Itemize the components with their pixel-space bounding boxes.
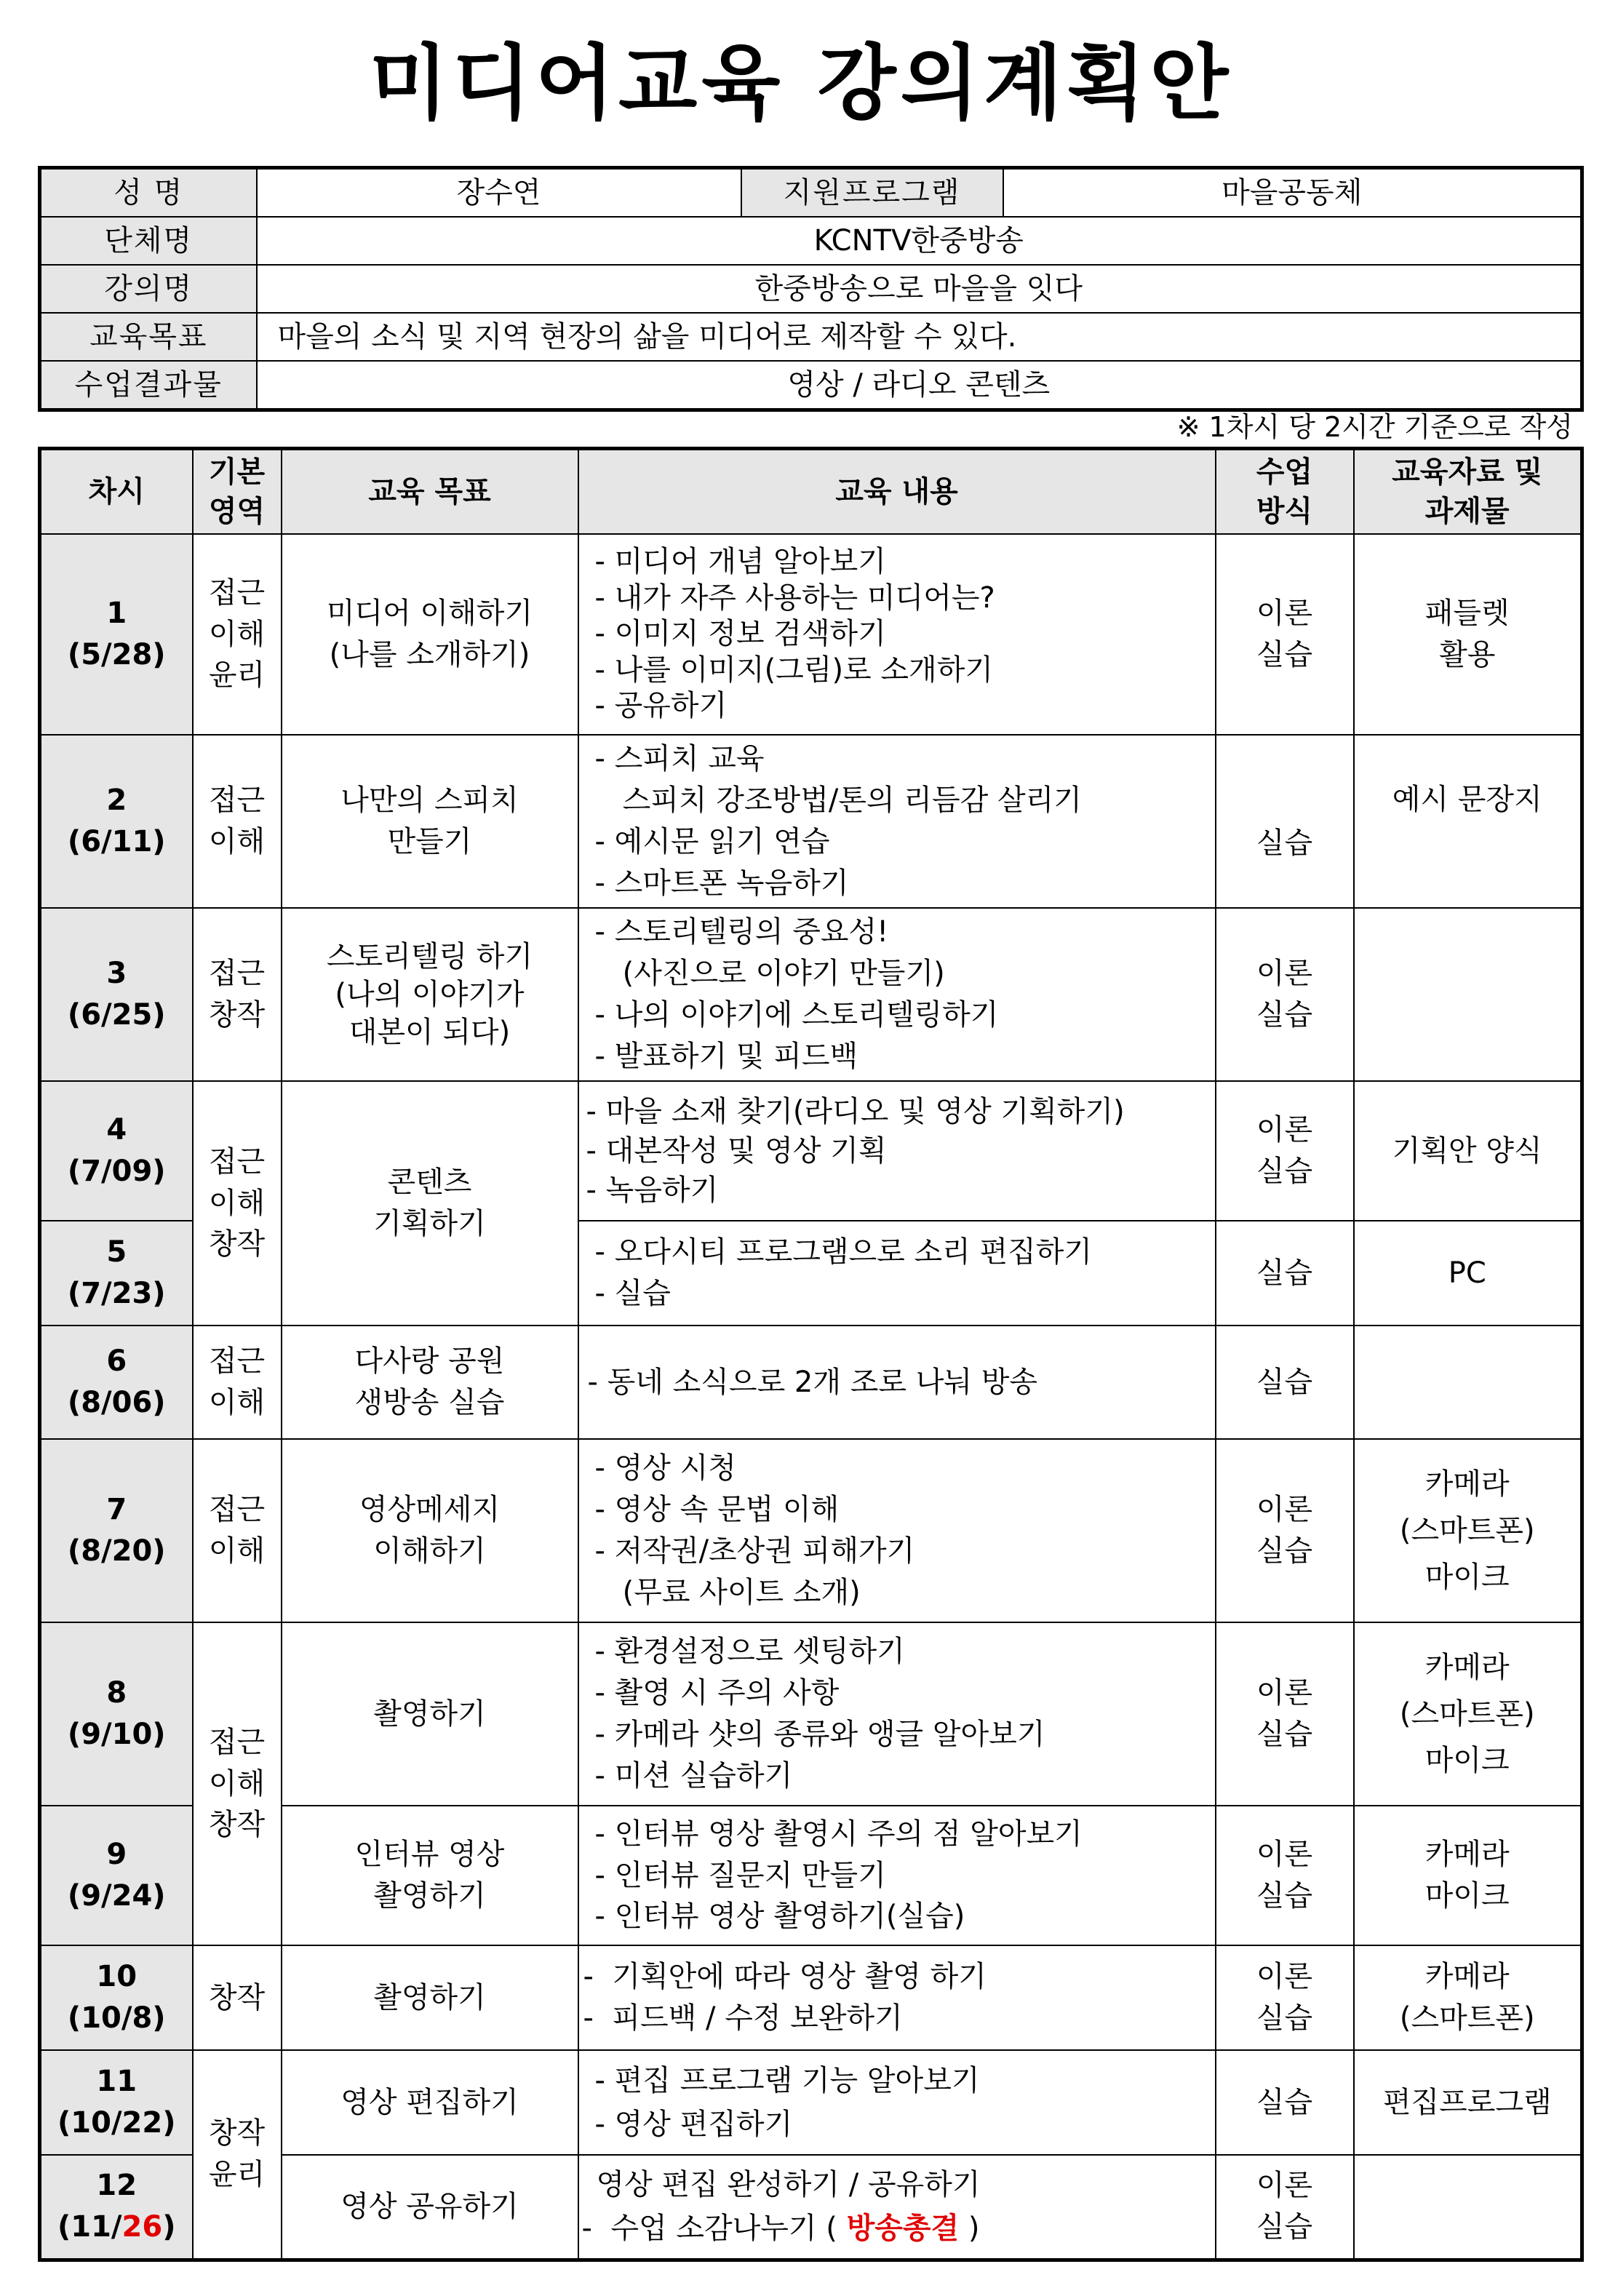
method-cell: 이론 실습: [1216, 1439, 1354, 1622]
info-row-lecture: [40, 265, 1582, 313]
org-label: 단체명: [40, 217, 257, 265]
objective-cell: 촬영하기: [282, 1622, 578, 1806]
content-cell: - 동네 소식으로 2개 조로 나눠 방송: [578, 1326, 1216, 1439]
materials-cell: [1354, 2155, 1582, 2260]
info-row-result: [40, 361, 1582, 410]
area-cell: 접근 이해: [193, 735, 282, 908]
table-row: [40, 1081, 1582, 1221]
table-row: [40, 908, 1582, 1081]
content-cell: - 편집 프로그램 기능 알아보기 - 영상 편집하기: [578, 2050, 1216, 2155]
method-cell: 이론 실습: [1216, 1081, 1354, 1221]
materials-cell: 카메라 마이크: [1354, 1806, 1582, 1945]
objective-cell: 영상메세지 이해하기: [282, 1439, 578, 1622]
schedule-header-row: [40, 449, 1582, 535]
program-value: 마을공동체: [1003, 168, 1582, 218]
content-cell: - 마을 소재 찾기(라디오 및 영상 기획하기) - 대본작성 및 영상 기획 - 녹음하기: [578, 1081, 1216, 1221]
content-cell: - 환경설정으로 셋팅하기 - 촬영 시 주의 사항 - 카메라 샷의 종류와 앵글 알아보기 - 미션 실습하기: [578, 1622, 1216, 1806]
header-materials: 교육자료 및 과제물: [1354, 449, 1582, 535]
table-row: [40, 735, 1582, 908]
content-cell: - 스토리텔링의 중요성! (사진으로 이야기 만들기) - 나의 이야기에 스토리텔링하기 - 발표하기 및 피드백: [578, 908, 1216, 1081]
area-cell: 접근 이해: [193, 1326, 282, 1439]
objective-cell: 스토리텔링 하기 (나의 이야기가 대본이 되다): [282, 908, 578, 1081]
table-row: [40, 2050, 1582, 2155]
method-cell: 이론 실습: [1216, 1945, 1354, 2050]
table-row: [40, 1439, 1582, 1622]
method-cell: 실습: [1216, 1221, 1354, 1326]
materials-cell: 카메라 (스마트폰) 마이크: [1354, 1439, 1582, 1622]
goal-label: 교육목표: [40, 313, 257, 361]
method-cell: 실습: [1216, 735, 1354, 908]
area-cell: 창작 윤리: [193, 2050, 282, 2260]
area-cell: 접근 이해 창작: [193, 1081, 282, 1326]
objective-cell: 미디어 이해하기 (나를 소개하기): [282, 534, 578, 735]
session-cell: 4 (7/09): [40, 1081, 193, 1221]
area-cell: 접근 이해 창작: [193, 1622, 282, 1945]
session-cell: 5 (7/23): [40, 1221, 193, 1326]
materials-cell: 기획안 양식: [1354, 1081, 1582, 1221]
content-cell: - 오다시티 프로그램으로 소리 편집하기 - 실습: [578, 1221, 1216, 1326]
materials-cell: 카메라 (스마트폰): [1354, 1945, 1582, 2050]
header-method: 수업 방식: [1216, 449, 1354, 535]
materials-cell: 패들렛 활용: [1354, 534, 1582, 735]
materials-cell: [1354, 1326, 1582, 1439]
header-content: 교육 내용: [578, 449, 1216, 535]
session-cell: 11 (10/22): [40, 2050, 193, 2155]
content-cell: - 영상 시청 - 영상 속 문법 이해 - 저작권/초상권 피해가기 (무료 사이트 소개): [578, 1439, 1216, 1622]
content-cell: - 인터뷰 영상 촬영시 주의 점 알아보기 - 인터뷰 질문지 만들기 - 인터뷰 영상 촬영하기(실습): [578, 1806, 1216, 1945]
materials-cell: [1354, 908, 1582, 1081]
org-value: KCNTV한중방송: [257, 217, 1582, 265]
highlighted-text: 방송총결: [846, 2212, 960, 2246]
header-session: 차시: [40, 449, 193, 535]
materials-cell: 편집프로그램: [1354, 2050, 1582, 2155]
session-cell: 9 (9/24): [40, 1806, 193, 1945]
content-cell: - 미디어 개념 알아보기 - 내가 자주 사용하는 미디어는? - 이미지 정보 검색하기 - 나를 이미지(그림)로 소개하기 - 공유하기: [578, 534, 1216, 735]
materials-cell: 카메라 (스마트폰) 마이크: [1354, 1622, 1582, 1806]
materials-cell: PC: [1354, 1221, 1582, 1326]
session-cell: 3 (6/25): [40, 908, 193, 1081]
goal-value: 마을의 소식 및 지역 현장의 삶을 미디어로 제작할 수 있다.: [257, 313, 1582, 361]
objective-cell: 촬영하기: [282, 1945, 578, 2050]
area-cell: 접근 창작: [193, 908, 282, 1081]
method-cell: 이론 실습: [1216, 908, 1354, 1081]
method-cell: 이론 실습: [1216, 2155, 1354, 2260]
area-cell: 창작: [193, 1945, 282, 2050]
objective-cell: 영상 공유하기: [282, 2155, 578, 2260]
program-label: 지원프로그램: [741, 168, 1003, 218]
session-cell: 6 (8/06): [40, 1326, 193, 1439]
info-row-goal: [40, 313, 1582, 361]
result-value: 영상 / 라디오 콘텐츠: [257, 361, 1582, 410]
area-cell: 접근 이해 윤리: [193, 534, 282, 735]
result-label: 수업결과물: [40, 361, 257, 410]
name-label: 성 명: [40, 168, 257, 218]
table-row: [40, 1945, 1582, 2050]
area-cell: 접근 이해: [193, 1439, 282, 1622]
lecture-label: 강의명: [40, 265, 257, 313]
session-cell: 10 (10/8): [40, 1945, 193, 2050]
table-row: [40, 1622, 1582, 1806]
materials-cell: 예시 문장지: [1354, 735, 1582, 908]
header-area: 기본 영역: [193, 449, 282, 535]
objective-cell: 나만의 스피치 만들기: [282, 735, 578, 908]
header-objective: 교육 목표: [282, 449, 578, 535]
page-title: 미디어교육 강의계획안: [369, 36, 1233, 131]
session-cell: 7 (8/20): [40, 1439, 193, 1622]
session-cell: 8 (9/10): [40, 1622, 193, 1806]
info-row-name: [40, 168, 1582, 218]
info-table: [38, 166, 1584, 412]
session-cell: 1 (5/28): [40, 534, 193, 735]
objective-cell: 인터뷰 영상 촬영하기: [282, 1806, 578, 1945]
schedule-table: [38, 447, 1584, 2262]
method-cell: 실습: [1216, 2050, 1354, 2155]
info-row-org: [40, 217, 1582, 265]
objective-cell: 콘텐츠 기획하기: [282, 1081, 578, 1326]
method-cell: 이론 실습: [1216, 1622, 1354, 1806]
lecture-value: 한중방송으로 마을을 잇다: [257, 265, 1582, 313]
session-cell: 2 (6/11): [40, 735, 193, 908]
method-cell: 이론 실습: [1216, 534, 1354, 735]
table-row: [40, 534, 1582, 735]
objective-cell: 영상 편집하기: [282, 2050, 578, 2155]
note-text: ※ 1차시 당 2시간 기준으로 작성: [1176, 411, 1573, 443]
name-value: 장수연: [257, 168, 741, 218]
highlighted-date: 26: [121, 2210, 163, 2244]
session-cell: 12 (11/26): [40, 2155, 193, 2260]
table-row: [40, 1326, 1582, 1439]
content-cell: - 기획안에 따라 영상 촬영 하기 - 피드백 / 수정 보완하기: [578, 1945, 1216, 2050]
method-cell: 이론 실습: [1216, 1806, 1354, 1945]
method-cell: 실습: [1216, 1326, 1354, 1439]
objective-cell: 다사랑 공원 생방송 실습: [282, 1326, 578, 1439]
content-cell: - 스피치 교육 스피치 강조방법/톤의 리듬감 살리기 - 예시문 읽기 연습 - 스마트폰 녹음하기: [578, 735, 1216, 908]
content-cell: 영상 편집 완성하기 / 공유하기 - 수업 소감나누기 ( 방송총결 ): [578, 2155, 1216, 2260]
